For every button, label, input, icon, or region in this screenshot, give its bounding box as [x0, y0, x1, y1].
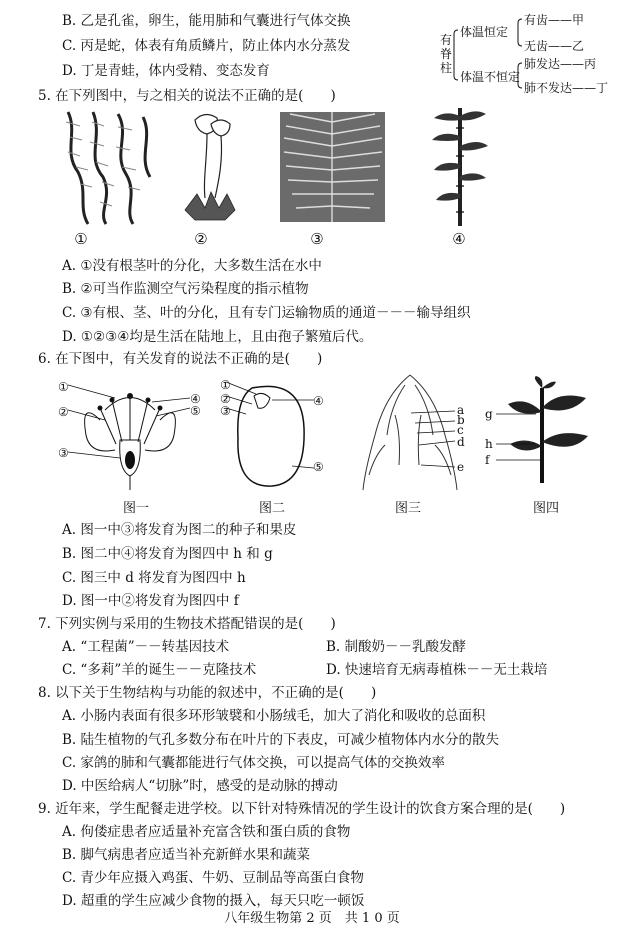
moss-image	[175, 110, 255, 225]
fig1-label-1: ①	[58, 380, 69, 394]
q5-option-a: A. ①没有根茎叶的分化，大多数生活在水中	[62, 258, 322, 274]
key-teeth: 有齿——甲	[524, 13, 585, 27]
q8-option-d: D. 中医给病人“切脉”时，感受的是动脉的搏动	[62, 778, 338, 794]
page-footer: 八年级生物第 2 页 共 1 0 页	[224, 911, 400, 926]
fig1-caption: 图一	[122, 501, 149, 516]
q4-option-c: C. 丙是蛇，体表有角质鳞片，防止体内水分蒸发	[62, 38, 351, 54]
fig2-label-3: ③	[220, 404, 231, 418]
fig1-label-4: ④	[190, 392, 201, 406]
fig4-label-g: g	[485, 407, 493, 421]
q5-option-d: D. ①②③④均是生活在陆地上，且由孢子繁殖后代。	[62, 329, 373, 345]
fig1-label-3: ③	[58, 446, 69, 460]
q4-option-d: D. 丁是青蛙，体内受精、变态发育	[62, 63, 270, 79]
q7-option-c: C. “多莉”羊的诞生－－克隆技术	[62, 662, 257, 678]
q9-option-b: B. 脚气病患者应适当补充新鲜水果和蔬菜	[62, 847, 311, 863]
seed-diagram	[222, 378, 322, 493]
fig3-label-c: c	[457, 423, 464, 437]
algae-image	[58, 112, 168, 227]
q8-option-c: C. 家鸽的肺和气囊都能进行气体交换，可以提高气体的交换效率	[62, 755, 445, 771]
q8-stem: 8. 以下关于生物结构与功能的叙述中，不正确的是( )	[38, 685, 377, 701]
fig2-caption: 图二	[258, 501, 285, 516]
fig3-caption: 图三	[394, 501, 421, 516]
key-warm: 体温恒定	[460, 25, 509, 39]
fig2-label-1: ①	[220, 378, 231, 392]
fig4-label-h: h	[485, 437, 493, 451]
fig4-label-f: f	[485, 453, 490, 467]
q5-option-c: C. ③有根、茎、叶的分化，且有专门运输物质的通道－－－输导组织	[62, 305, 471, 321]
q8-option-a: A. 小肠内表面有很多环形皱襞和小肠绒毛，加大了消化和吸收的总面积	[62, 708, 486, 724]
key-lung-dev: 肺发达——丙	[524, 57, 597, 71]
q6-option-b: B. 图二中④将发育为图四中 h 和 g	[62, 546, 273, 562]
q5-label-1: ①	[74, 230, 88, 248]
fig2-label-5: ⑤	[313, 460, 324, 474]
flower-diagram	[60, 380, 200, 490]
shoot-diagram	[496, 378, 596, 483]
fig4-caption: 图四	[532, 501, 559, 516]
q6-option-d: D. 图一中②将发育为图四中 f	[62, 593, 239, 609]
q6-option-a: A. 图一中③将发育为图二的种子和果皮	[62, 522, 297, 538]
q4-option-b: B. 乙是孔雀，卵生，能用肺和气囊进行气体交换	[62, 13, 351, 29]
fig3-label-b: b	[457, 413, 465, 427]
plant-image	[430, 108, 490, 226]
q7-option-a: A. “工程菌”－－转基因技术	[62, 639, 230, 655]
fig2-label-2: ②	[220, 392, 231, 406]
q7-option-b: B. 制酸奶－－乳酸发酵	[326, 639, 467, 655]
key-root: 有脊柱	[440, 33, 453, 75]
q6-stem: 6. 在下图中，有关发育的说法不正确的是( )	[38, 351, 323, 367]
q9-option-a: A. 佝偻症患者应适量补充富含铁和蛋白质的食物	[62, 824, 351, 840]
fig3-label-d: d	[457, 435, 465, 449]
q8-option-b: B. 陆生植物的气孔多数分布在叶片的下表皮，可减少植物体内水分的散失	[62, 732, 500, 748]
q5-label-4: ④	[452, 230, 466, 248]
q9-option-c: C. 青少年应摄入鸡蛋、牛奶、豆制品等高蛋白食物	[62, 870, 364, 886]
q9-stem: 9. 近年来，学生配餐走进学校。以下针对特殊情况的学生设计的饮食方案合理的是( )	[38, 801, 566, 817]
q6-option-c: C. 图三中 d 将发育为图四中 h	[62, 570, 246, 586]
q7-option-d: D. 快速培育无病毒植株－－无土栽培	[326, 662, 548, 678]
fig1-label-2: ②	[58, 405, 69, 419]
q5-option-b: B. ②可当作监测空气污染程度的指示植物	[62, 281, 309, 297]
q7-stem: 7. 下列实例与采用的生物技术搭配错误的是( )	[38, 616, 336, 632]
fig3-label-e: e	[457, 460, 465, 474]
fig1-label-5: ⑤	[190, 404, 201, 418]
bud-diagram	[355, 375, 465, 490]
key-lung-undev: 肺不发达——丁	[524, 81, 609, 95]
fern-image	[280, 112, 385, 222]
key-noteeth: 无齿——乙	[524, 39, 585, 53]
fig2-label-4: ④	[313, 394, 324, 408]
key-cold: 体温不恒定	[460, 70, 521, 84]
fig3-label-a: a	[457, 403, 465, 417]
q5-stem: 5. 在下列图中，与之相关的说法不正确的是( )	[38, 88, 336, 104]
q5-label-2: ②	[194, 230, 208, 248]
q5-label-3: ③	[310, 230, 324, 248]
q9-option-d: D. 超重的学生应减少食物的摄入，每天只吃一顿饭	[62, 893, 365, 909]
